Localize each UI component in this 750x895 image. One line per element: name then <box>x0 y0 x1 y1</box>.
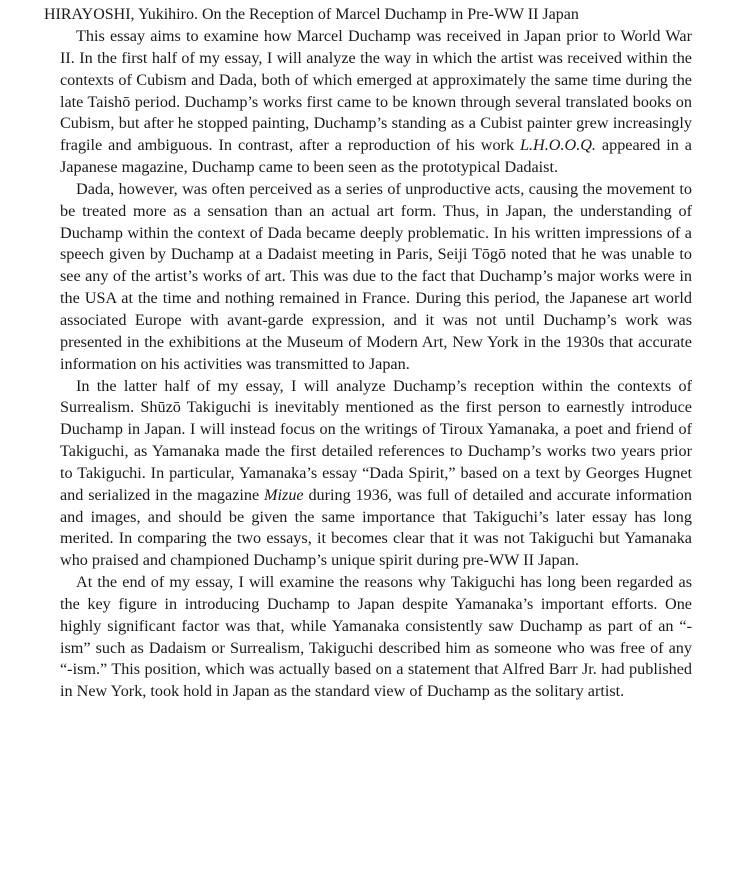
paragraph-3-text-a: In the latter half of my essay, I will analyze Duchamp’s reception within the contexts of Surrealism. Shūzō Takiguchi is inevitably mentioned as the first person to earnestly introduce Duchamp in Japan. I will instead focus on the writings of Tiroux Yamanaka, a poet and friend of Takiguchi, as Yamanaka made the first detailed references to Duchamp’s works two years prior to Takiguchi. In particular, Yamanaka’s essay “Dada Spirit,” based on a text by Georges Hugnet and serialized in the magazine <box>60 376 692 504</box>
paragraph-3-text-b: during 1936, was full of detailed and accurate information and images, and should be given the same importance that Takiguchi’s later essay has long merited. In comparing the two essays, it becomes clear that it was not Takiguchi but Yamanaka who praised and championed Duchamp’s unique spirit during pre-WW II Japan. <box>60 485 692 570</box>
artwork-title: L.H.O.O.Q. <box>519 136 596 155</box>
essay-title: On the Reception of Marcel Duchamp in Pre-WW II Japan <box>201 6 579 23</box>
magazine-title: Mizue <box>264 485 304 504</box>
paragraph-1-text-b: appeared in a Japanese magazine, Duchamp came to been seen as the prototypical Dadaist. <box>60 136 692 177</box>
paragraph-4-text: At the end of my essay, I will examine the reasons why Takiguchi has long been regarded as the key figure in introducing Duchamp to Japan despite Yamanaka’s important efforts. One highly significant factor was that, while Yamanaka consistently saw Duchamp as part of an “-ism” such as Dadaism or Surrealism, Takiguchi described him as someone who was free of any “-ism.” This position, which was actually based on a statement that Alfred Barr Jr. had published in New York, took hold in Japan as the standard view of Duchamp as the solitary artist. <box>60 573 692 701</box>
paragraph-1-text-a: This essay aims to examine how Marcel Duchamp was received in Japan prior to World War II. In the first half of my essay, I will analyze the way in which the artist was received within the contexts of Cubism and Dada, both of which emerged at approximately the same time during the late Taishō period. Duchamp’s works first came to be known through several translated books on Cubism, but after he stopped painting, Duchamp’s standing as a Cubist painter grew increasingly fragile and ambiguous. In contrast, after a reproduction of his work <box>60 27 692 155</box>
abstract-heading <box>44 4 692 26</box>
paragraph-1 <box>44 26 692 179</box>
paragraph-4 <box>44 572 692 703</box>
paragraph-2-text: Dada, however, was often perceived as a series of unproductive acts, causing the movement to be treated more as a sensation than an actual art form. Thus, in Japan, the understanding of Duchamp within the context of Dada became deeply problematic. In his written impressions of a speech given by Duchamp at a Dadaist meeting in Paris, Seiji Tōgō noted that he was unable to see any of the artist’s works of art. This was due to the fact that Duchamp’s major works were in the USA at the time and nothing remained in France. During this period, the Japanese art world associated Europe with avant-garde expression, and it was not until Duchamp’s work was presented in the exhibitions at the Museum of Modern Art, New York in the 1930s that accurate information on his activities was transmitted to Japan. <box>60 179 692 373</box>
paragraph-3 <box>44 376 692 573</box>
author-name: HIRAYOSHI, Yukihiro. <box>44 6 198 23</box>
paragraph-2 <box>44 179 692 376</box>
